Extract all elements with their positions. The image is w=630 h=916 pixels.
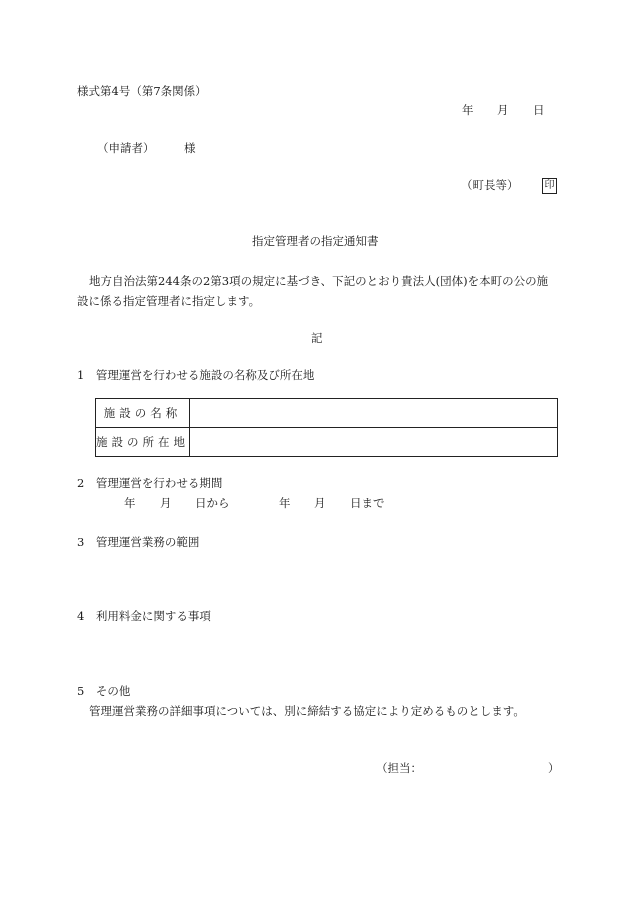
start-day: 日から xyxy=(195,496,230,510)
facility-location-value xyxy=(190,428,558,457)
facility-table xyxy=(95,398,558,457)
start-year: 年 xyxy=(124,496,136,510)
facility-location-label: 施設の所在地 xyxy=(96,428,190,457)
body-line-1: 地方自治法第244条の2第3項の規定に基づき、下記のとおり貴法人(団体)を本町の公の施 xyxy=(89,274,549,288)
end-day: 日まで xyxy=(350,496,385,510)
item3-heading: 3 管理運営業務の範囲 xyxy=(77,535,200,549)
ki-heading: 記 xyxy=(311,331,323,345)
form-number: 様式第4号（第7条関係） xyxy=(77,84,207,98)
item5-text: 管理運営業務の詳細事項については、別に締結する協定により定めるものとします。 xyxy=(89,704,525,718)
seal-mark xyxy=(542,178,557,194)
seal-box: 印 xyxy=(542,178,557,194)
recipient-honorific: 様 xyxy=(184,141,196,155)
date-month: 月 xyxy=(497,103,509,117)
facility-name-value xyxy=(190,399,558,428)
item5-heading: 5 その他 xyxy=(77,684,131,698)
item2-heading: 2 管理運営を行わせる期間 xyxy=(77,476,223,490)
start-month: 月 xyxy=(160,496,172,510)
document-title: 指定管理者の指定通知書 xyxy=(252,234,379,248)
item1-heading: 1 管理運営を行わせる施設の名称及び所在地 xyxy=(77,368,315,382)
end-year: 年 xyxy=(279,496,291,510)
body-line-2: 設に係る指定管理者に指定します。 xyxy=(77,294,261,308)
contact-open: （担当： xyxy=(376,761,422,775)
date-day: 日 xyxy=(533,103,545,117)
facility-name-label: 施設の名称 xyxy=(96,399,190,428)
date-year: 年 xyxy=(462,103,474,117)
end-month: 月 xyxy=(314,496,326,510)
contact-close: ） xyxy=(548,761,560,775)
sender-label: （町長等） xyxy=(461,178,519,192)
table-row xyxy=(96,428,558,457)
recipient-label: （申請者） xyxy=(97,141,155,155)
table-row xyxy=(96,399,558,428)
item4-heading: 4 利用料金に関する事項 xyxy=(77,609,211,623)
